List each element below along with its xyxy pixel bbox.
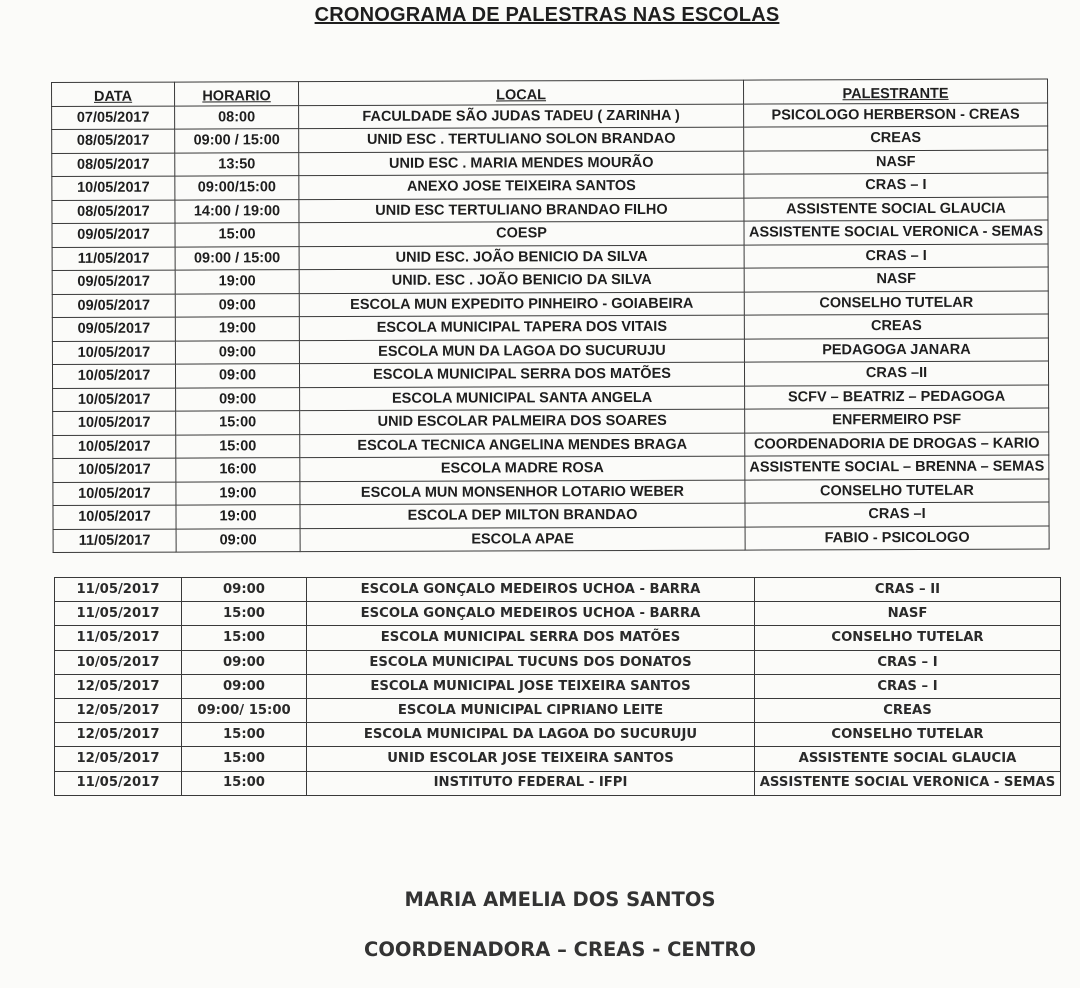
- cell-palestrante: CONSELHO TUTELAR: [745, 479, 1049, 504]
- cell-palestrante: CRAS –II: [744, 361, 1048, 386]
- cell-local: UNID ESCOLAR JOSE TEIXEIRA SANTOS: [307, 747, 755, 771]
- cell-horario: 15:00: [182, 602, 307, 626]
- cell-horario: 09:00: [182, 650, 307, 674]
- cell-local: ESCOLA GONÇALO MEDEIROS UCHOA - BARRA: [307, 578, 755, 602]
- table-row: [55, 723, 1061, 747]
- cell-horario: 15:00: [182, 723, 307, 747]
- table-row: [52, 291, 1048, 318]
- cell-horario: 13:50: [175, 152, 299, 176]
- cell-data: 09/05/2017: [52, 294, 175, 318]
- col-header-data: DATA: [52, 82, 175, 106]
- cell-data: 12/05/2017: [55, 674, 182, 698]
- cell-data: 10/05/2017: [53, 435, 176, 459]
- cell-local: ESCOLA TECNICA ANGELINA MENDES BRAGA: [300, 433, 745, 458]
- cell-data: 10/05/2017: [53, 482, 176, 506]
- table-row: [55, 650, 1061, 674]
- cell-horario: 09:00: [182, 578, 307, 602]
- cell-palestrante: ASSISTENTE SOCIAL GLAUCIA: [755, 747, 1061, 771]
- cell-local: UNID ESCOLAR PALMEIRA DOS SOARES: [300, 409, 745, 434]
- cell-horario: 15:00: [182, 747, 307, 771]
- table-row: [52, 361, 1048, 388]
- cell-local: ESCOLA MUN EXPEDITO PINHEIRO - GOIABEIRA: [299, 292, 744, 317]
- cell-local: ESCOLA MUNICIPAL SANTA ANGELA: [300, 386, 745, 411]
- cell-horario: 19:00: [175, 270, 299, 294]
- table-row: [53, 526, 1049, 553]
- cell-local: ESCOLA MUNICIPAL CIPRIANO LEITE: [307, 698, 755, 722]
- cell-data: 10/05/2017: [52, 341, 175, 365]
- table-row: [53, 479, 1049, 506]
- schedule-table-2: [54, 577, 1061, 796]
- cell-palestrante: ASSISTENTE SOCIAL VERONICA - SEMAS: [755, 771, 1061, 795]
- table-row: [55, 698, 1061, 722]
- table-row: [52, 197, 1048, 224]
- col-header-horario: HORARIO: [175, 82, 299, 106]
- schedule-table-1: [51, 79, 1050, 553]
- table-row: [53, 502, 1049, 529]
- cell-palestrante: NASF: [744, 267, 1048, 292]
- col-header-local: LOCAL: [299, 80, 744, 105]
- cell-local: ESCOLA MUNICIPAL JOSE TEIXEIRA SANTOS: [307, 674, 755, 698]
- cell-local: UNID. ESC . JOÃO BENICIO DA SILVA: [299, 268, 744, 293]
- cell-palestrante: CRAS – I: [744, 173, 1048, 198]
- cell-data: 08/05/2017: [52, 153, 175, 177]
- cell-palestrante: ASSISTENTE SOCIAL VERONICA - SEMAS: [744, 220, 1048, 245]
- cell-local: ESCOLA MUNICIPAL TUCUNS DOS DONATOS: [307, 650, 755, 674]
- table-row: [53, 432, 1049, 459]
- cell-horario: 16:00: [176, 458, 300, 482]
- cell-data: 11/05/2017: [52, 247, 175, 271]
- table-row: [52, 267, 1048, 294]
- cell-data: 09/05/2017: [52, 223, 175, 247]
- table-row: [53, 408, 1049, 435]
- cell-horario: 15:00: [182, 771, 307, 795]
- cell-data: 12/05/2017: [55, 723, 182, 747]
- cell-palestrante: PSICOLOGO HERBERSON - CREAS: [744, 103, 1048, 128]
- cell-local: ESCOLA MADRE ROSA: [300, 456, 745, 481]
- signature-role: COORDENADORA – CREAS - CENTRO: [364, 938, 756, 961]
- cell-local: ESCOLA APAE: [300, 527, 745, 552]
- cell-palestrante: FABIO - PSICOLOGO: [745, 526, 1049, 551]
- cell-data: 10/05/2017: [53, 388, 176, 412]
- page-title: CRONOGRAMA DE PALESTRAS NAS ESCOLAS: [314, 4, 780, 26]
- cell-local: FACULDADE SÃO JUDAS TADEU ( ZARINHA ): [299, 104, 744, 129]
- cell-horario: 09:00 / 15:00: [175, 129, 299, 153]
- cell-palestrante: CREAS: [744, 314, 1048, 339]
- cell-data: 07/05/2017: [52, 106, 175, 130]
- cell-local: ANEXO JOSE TEIXEIRA SANTOS: [299, 174, 744, 199]
- cell-local: UNID ESC . TERTULIANO SOLON BRANDAO: [299, 127, 744, 152]
- cell-horario: 09:00: [176, 528, 300, 552]
- table-row: [53, 455, 1049, 482]
- cell-horario: 09:00: [175, 340, 299, 364]
- table-row: [52, 338, 1048, 365]
- cell-local: UNID ESC. JOÃO BENICIO DA SILVA: [299, 245, 744, 270]
- cell-horario: 15:00: [182, 626, 307, 650]
- table-row: [52, 103, 1048, 130]
- cell-palestrante: ENFERMEIRO PSF: [745, 408, 1049, 433]
- cell-data: 10/05/2017: [52, 176, 175, 200]
- cell-palestrante: CRAS – I: [755, 674, 1061, 698]
- cell-local: ESCOLA MUNICIPAL SERRA DOS MATÕES: [299, 362, 744, 387]
- cell-horario: 09:00 / 15:00: [175, 246, 299, 270]
- cell-horario: 19:00: [175, 317, 299, 341]
- cell-horario: 09:00/15:00: [175, 176, 299, 200]
- cell-data: 12/05/2017: [55, 747, 182, 771]
- cell-horario: 09:00/ 15:00: [182, 698, 307, 722]
- col-header-palestrante: PALESTRANTE: [743, 79, 1047, 104]
- cell-data: 10/05/2017: [53, 505, 176, 529]
- cell-local: UNID ESC TERTULIANO BRANDAO FILHO: [299, 198, 744, 223]
- cell-data: 11/05/2017: [53, 529, 176, 553]
- cell-local: ESCOLA MUNICIPAL SERRA DOS MATÕES: [307, 626, 755, 650]
- cell-local: ESCOLA MUNICIPAL DA LAGOA DO SUCURUJU: [307, 723, 755, 747]
- cell-horario: 19:00: [176, 481, 300, 505]
- cell-palestrante: ASSISTENTE SOCIAL GLAUCIA: [744, 197, 1048, 222]
- cell-palestrante: CRAS –I: [745, 502, 1049, 527]
- cell-data: 10/05/2017: [53, 458, 176, 482]
- table-row: [52, 126, 1048, 153]
- cell-data: 11/05/2017: [55, 578, 182, 602]
- cell-local: COESP: [299, 221, 744, 246]
- cell-local: ESCOLA MUNICIPAL TAPERA DOS VITAIS: [299, 315, 744, 340]
- table-row: [55, 602, 1061, 626]
- cell-data: 10/05/2017: [55, 650, 182, 674]
- table-row: [52, 173, 1048, 200]
- cell-horario: 09:00: [176, 387, 300, 411]
- cell-data: 10/05/2017: [52, 364, 175, 388]
- table-row: [52, 150, 1048, 177]
- cell-data: 08/05/2017: [52, 129, 175, 153]
- header-row: [52, 79, 1048, 106]
- table-row: [55, 578, 1061, 602]
- cell-data: 08/05/2017: [52, 200, 175, 224]
- table-row: [55, 771, 1061, 795]
- cell-palestrante: CONSELHO TUTELAR: [744, 291, 1048, 316]
- cell-palestrante: SCFV – BEATRIZ – PEDAGOGA: [745, 385, 1049, 410]
- cell-horario: 15:00: [176, 434, 300, 458]
- signature-name: MARIA AMELIA DOS SANTOS: [404, 888, 716, 911]
- cell-horario: 09:00: [182, 674, 307, 698]
- cell-palestrante: ASSISTENTE SOCIAL – BRENNA – SEMAS: [745, 455, 1049, 480]
- table-row: [52, 244, 1048, 271]
- cell-palestrante: PEDAGOGA JANARA: [744, 338, 1048, 363]
- cell-data: 11/05/2017: [55, 602, 182, 626]
- cell-horario: 15:00: [176, 411, 300, 435]
- cell-palestrante: CRAS – I: [744, 244, 1048, 269]
- cell-local: UNID ESC . MARIA MENDES MOURÃO: [299, 151, 744, 176]
- cell-data: 11/05/2017: [55, 771, 182, 795]
- cell-palestrante: CONSELHO TUTELAR: [755, 626, 1061, 650]
- cell-data: 09/05/2017: [52, 270, 175, 294]
- cell-horario: 19:00: [176, 505, 300, 529]
- cell-local: ESCOLA DEP MILTON BRANDAO: [300, 503, 745, 528]
- cell-data: 11/05/2017: [55, 626, 182, 650]
- cell-horario: 08:00: [175, 105, 299, 129]
- cell-horario: 09:00: [175, 364, 299, 388]
- cell-palestrante: CRAS – I: [755, 650, 1061, 674]
- cell-horario: 14:00 / 19:00: [175, 199, 299, 223]
- cell-horario: 15:00: [175, 223, 299, 247]
- table-row: [55, 674, 1061, 698]
- table-row: [53, 385, 1049, 412]
- cell-palestrante: CONSELHO TUTELAR: [755, 723, 1061, 747]
- table-row: [52, 314, 1048, 341]
- table-row: [52, 220, 1048, 247]
- cell-local: INSTITUTO FEDERAL - IFPI: [307, 771, 755, 795]
- cell-palestrante: COORDENADORIA DE DROGAS – KARIO: [745, 432, 1049, 457]
- cell-local: ESCOLA GONÇALO MEDEIROS UCHOA - BARRA: [307, 602, 755, 626]
- cell-palestrante: NASF: [744, 150, 1048, 175]
- cell-local: ESCOLA MUN MONSENHOR LOTARIO WEBER: [300, 480, 745, 505]
- cell-palestrante: CRAS – II: [755, 578, 1061, 602]
- cell-palestrante: CREAS: [755, 698, 1061, 722]
- cell-data: 12/05/2017: [55, 698, 182, 722]
- cell-data: 10/05/2017: [53, 411, 176, 435]
- cell-horario: 09:00: [175, 293, 299, 317]
- cell-local: ESCOLA MUN DA LAGOA DO SUCURUJU: [299, 339, 744, 364]
- cell-palestrante: CREAS: [744, 126, 1048, 151]
- cell-data: 09/05/2017: [52, 317, 175, 341]
- table-row: [55, 747, 1061, 771]
- cell-palestrante: NASF: [755, 602, 1061, 626]
- table-row: [55, 626, 1061, 650]
